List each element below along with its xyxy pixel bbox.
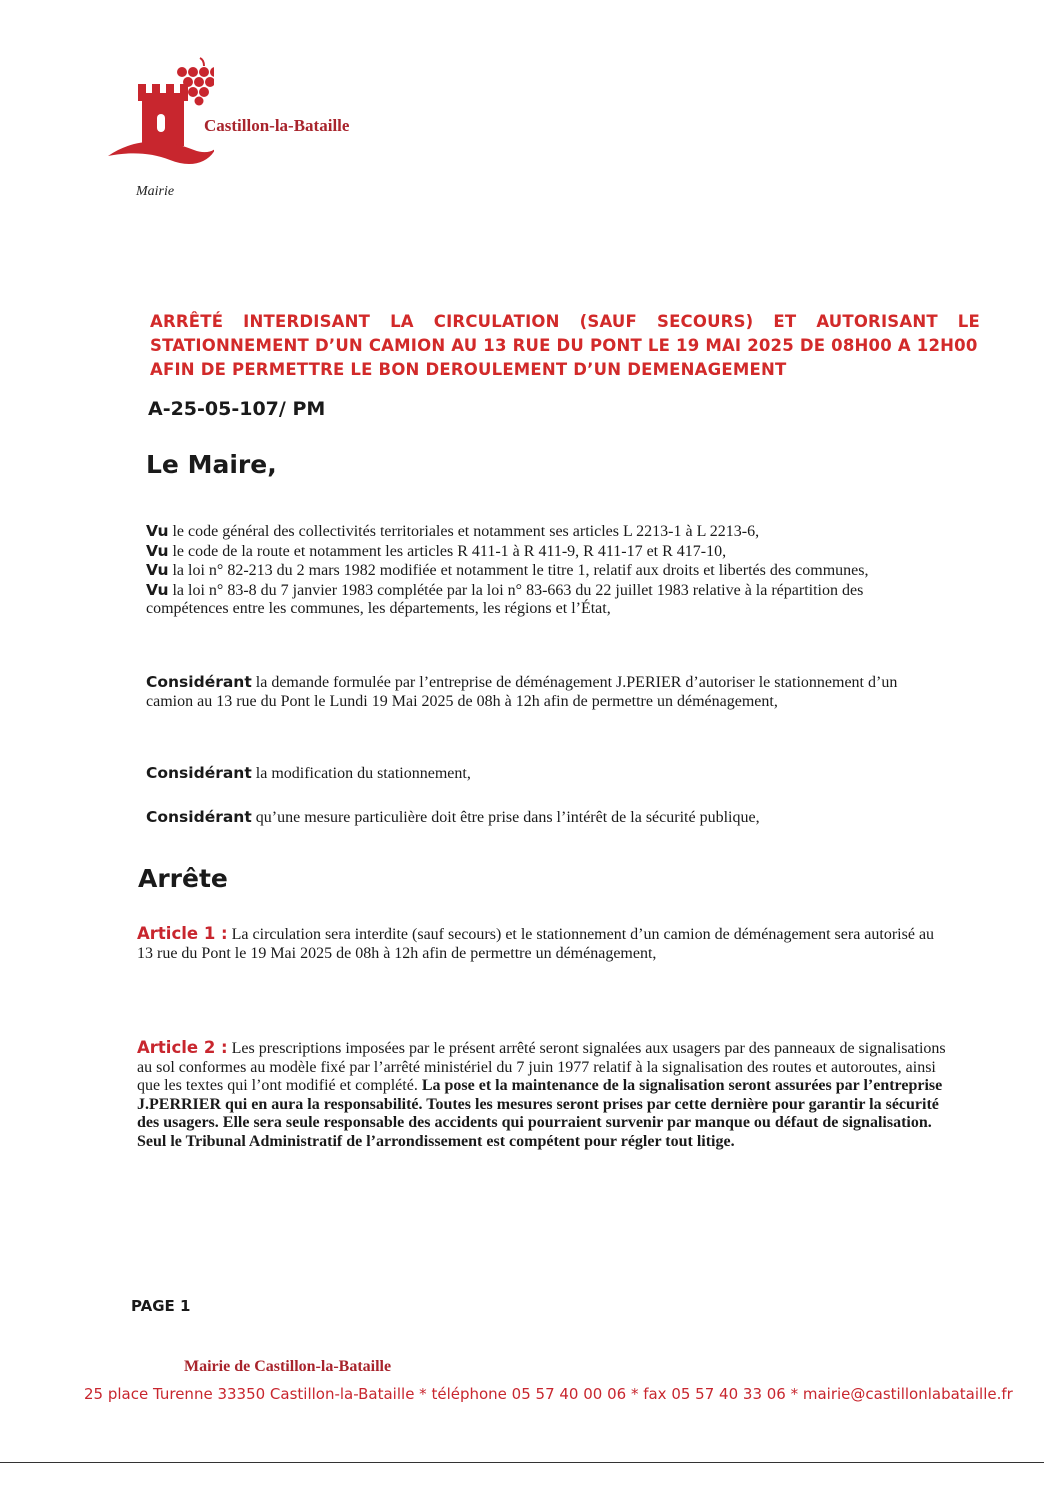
footer-contact-line: 25 place Turenne 33350 Castillon-la-Bataille * téléphone 05 57 40 00 06 * fax 05 57 40 33 06 * mairie@castillonlabataille.fr (84, 1385, 1013, 1403)
vu-item (146, 561, 946, 581)
vu-text: la loi n° 82-213 du 2 mars 1982 modifiée et notamment le titre 1, relatif aux droits et libertés des communes, (168, 562, 869, 579)
considerant-text: qu’une mesure particulière doit être prise dans l’intérêt de la sécurité publique, (251, 809, 760, 826)
article-1-label: Article 1 : (137, 924, 228, 943)
considerant-2 (146, 764, 946, 784)
vu-item (146, 542, 946, 562)
article-2 (137, 1039, 949, 1151)
article-1 (137, 925, 949, 963)
vu-text: la loi n° 83-8 du 7 janvier 1983 complétée par la loi n° 83-663 du 22 juillet 1983 relative à la répartition des compétences entre les communes, les départements, les régions et l’État, (146, 581, 864, 617)
logo-town-name: Castillon-la-Bataille (204, 116, 350, 135)
vu-keyword: Vu (146, 580, 169, 599)
considerant-text: la demande formulée par l’entreprise de déménagement J.PERIER d’autoriser le stationnement d’un camion au 13 rue du Pont le Lundi 19 Mai 2025 de 08h à 12h afin de permettre un déménagement, (146, 674, 898, 710)
page-number: PAGE 1 (131, 1297, 191, 1315)
footer-town-hall-name: Mairie de Castillon-la-Bataille (184, 1358, 392, 1375)
heading-le-maire: Le Maire, (146, 450, 277, 479)
title-line-1: ARRÊTÉ INTERDISANT LA CIRCULATION (SAUF SECOURS) ET AUTORISANT LE (150, 312, 980, 331)
article-1-text: La circulation sera interdite (sauf secours) et le stationnement d’un camion de déménagement sera autorisé au 13 rue du Pont le 19 Mai 2025 de 08h à 12h afin de permettre un déménagement, (137, 926, 935, 962)
vu-item (146, 522, 946, 542)
considerant-keyword: Considérant (146, 673, 252, 691)
considerant-1 (146, 673, 946, 711)
document-title (150, 310, 980, 382)
considerant-text: la modification du stationnement, (251, 765, 471, 782)
vu-section (146, 522, 946, 619)
vu-keyword: Vu (146, 522, 169, 540)
heading-arrete: Arrête (138, 864, 228, 893)
considerant-3 (146, 808, 946, 828)
footer-divider (0, 1462, 1044, 1463)
vu-keyword: Vu (146, 561, 169, 579)
title-line-3: AFIN DE PERMETTRE LE BON DEROULEMENT D’UN DEMENAGEMENT (150, 360, 787, 379)
considerant-keyword: Considérant (146, 808, 252, 826)
vu-item (146, 581, 946, 619)
vu-keyword: Vu (146, 541, 169, 560)
considerant-keyword: Considérant (146, 764, 252, 782)
vu-text: le code général des collectivités territoriales et notamment ses articles L 2213-1 à L 2213-6, (168, 523, 760, 540)
article-2-text: Les prescriptions imposées par le présent arrêté seront signalées aux usagers par des panneaux de signalisations au sol conformes au modèle fixé par l’arrêté ministériel du 7 juin 1977 relatif à la signalisation des routes et autoroutes, ainsi que les textes qui l’ont modifié et complété. (137, 1040, 946, 1094)
article-2-label: Article 2 : (137, 1038, 228, 1057)
article-2-bold-text: La pose et la maintenance de la signalisation seront assurées par l’entreprise J.PERRIER qui en aura la responsabilité. Toutes les mesures seront prises par cette dernière pour garantir la sécurité des usagers. Elle sera seule responsable des accidents qui pourraient survenir par manque ou défaut de signalisation. Seul le Tribunal Administratif de l’arrondissement est compétent pour régler tout litige. (137, 1077, 943, 1150)
logo-subtitle: Mairie (136, 184, 175, 199)
decree-reference: A-25-05-107/ PM (148, 398, 326, 420)
castle-grapes-logo-icon (104, 56, 214, 186)
title-line-2: STATIONNEMENT D’UN CAMION AU 13 RUE DU PONT LE 19 MAI 2025 DE 08H00 A 12H00 (150, 336, 978, 355)
vu-text: le code de la route et notamment les articles R 411-1 à R 411-9, R 411-17 et R 417-10, (168, 542, 727, 560)
